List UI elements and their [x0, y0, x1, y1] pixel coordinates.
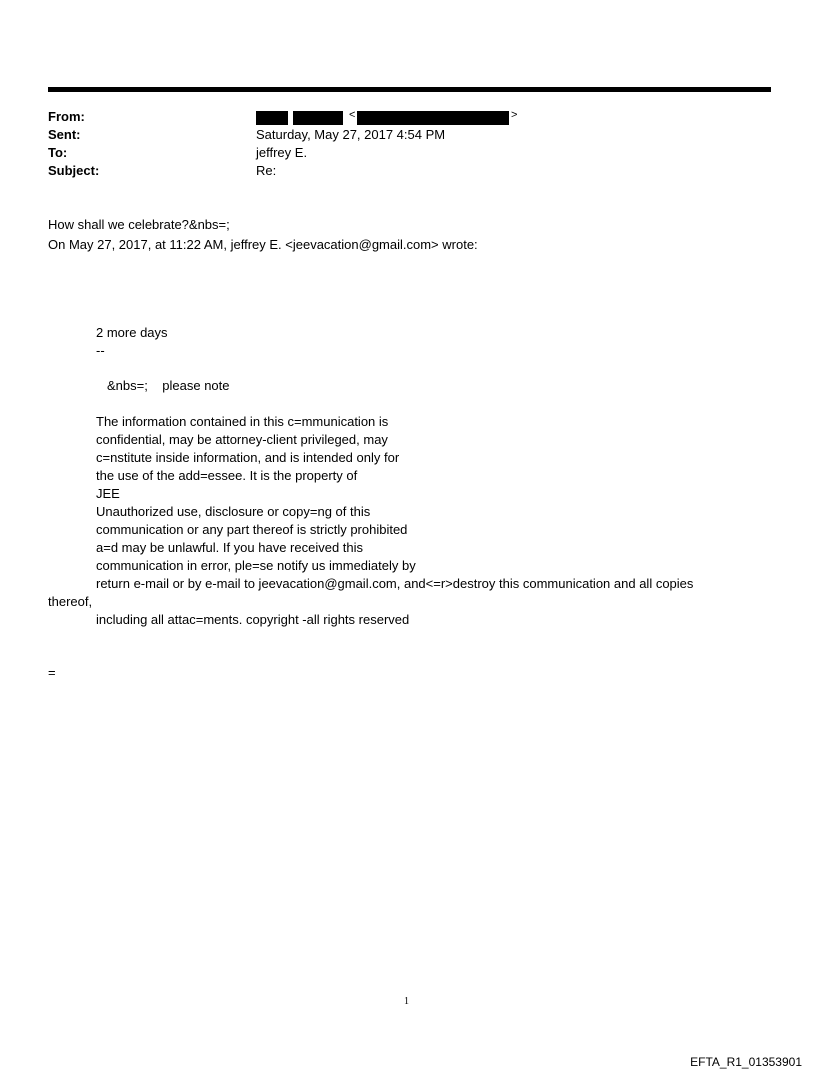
disclaimer-line: thereof,: [48, 594, 93, 609]
from-email-open-bracket: <: [349, 109, 356, 121]
sent-label: Sent:: [48, 127, 81, 142]
signature-separator: --: [96, 343, 105, 358]
disclaimer-line: the use of the add=essee. It is the property of: [96, 468, 358, 483]
disclaimer-line: JEE: [96, 486, 120, 501]
quoted-message: 2 more days: [96, 325, 168, 340]
to-value: jeffrey E.: [256, 145, 308, 160]
disclaimer-line: communication in error, ple=se notify us immediately by: [96, 558, 416, 573]
sent-value: Saturday, May 27, 2017 4:54 PM: [256, 127, 446, 142]
trailing-equals: =: [48, 665, 56, 680]
redaction-bar: [357, 111, 509, 125]
header-divider: [48, 87, 771, 92]
bates-number: EFTA_R1_01353901: [690, 1055, 802, 1069]
disclaimer-line: including all attac=ments. copyright -all rights reserved: [96, 612, 410, 627]
disclaimer-line: c=nstitute inside information, and is intended only for: [96, 450, 400, 465]
disclaimer-line: The information contained in this c=mmunication is: [96, 414, 389, 429]
to-label: To:: [48, 145, 68, 160]
disclaimer-line: confidential, may be attorney-client privileged, may: [96, 432, 388, 447]
disclaimer-line: a=d may be unlawful. If you have received this: [96, 540, 364, 555]
redaction-bar: [293, 111, 343, 125]
subject-label: Subject:: [48, 163, 100, 178]
quote-intro: On May 27, 2017, at 11:22 AM, jeffrey E. <jeevacation@gmail.com> wrote:: [48, 237, 478, 252]
from-email-close-bracket: >: [511, 109, 518, 121]
subject-value: Re:: [256, 163, 277, 178]
from-label: From:: [48, 109, 85, 124]
page-number: 1: [404, 996, 409, 1007]
disclaimer-line: Unauthorized use, disclosure or copy=ng of this: [96, 504, 371, 519]
reply-text: How shall we celebrate?&nbs=;: [48, 217, 230, 232]
disclaimer-line: return e-mail or by e-mail to jeevacation@gmail.com, and<=r>destroy this communication and all copies: [96, 576, 694, 591]
disclaimer-note: &nbs=; please note: [107, 378, 230, 393]
redaction-bar: [256, 111, 288, 125]
disclaimer-line: communication or any part thereof is strictly prohibited: [96, 522, 408, 537]
